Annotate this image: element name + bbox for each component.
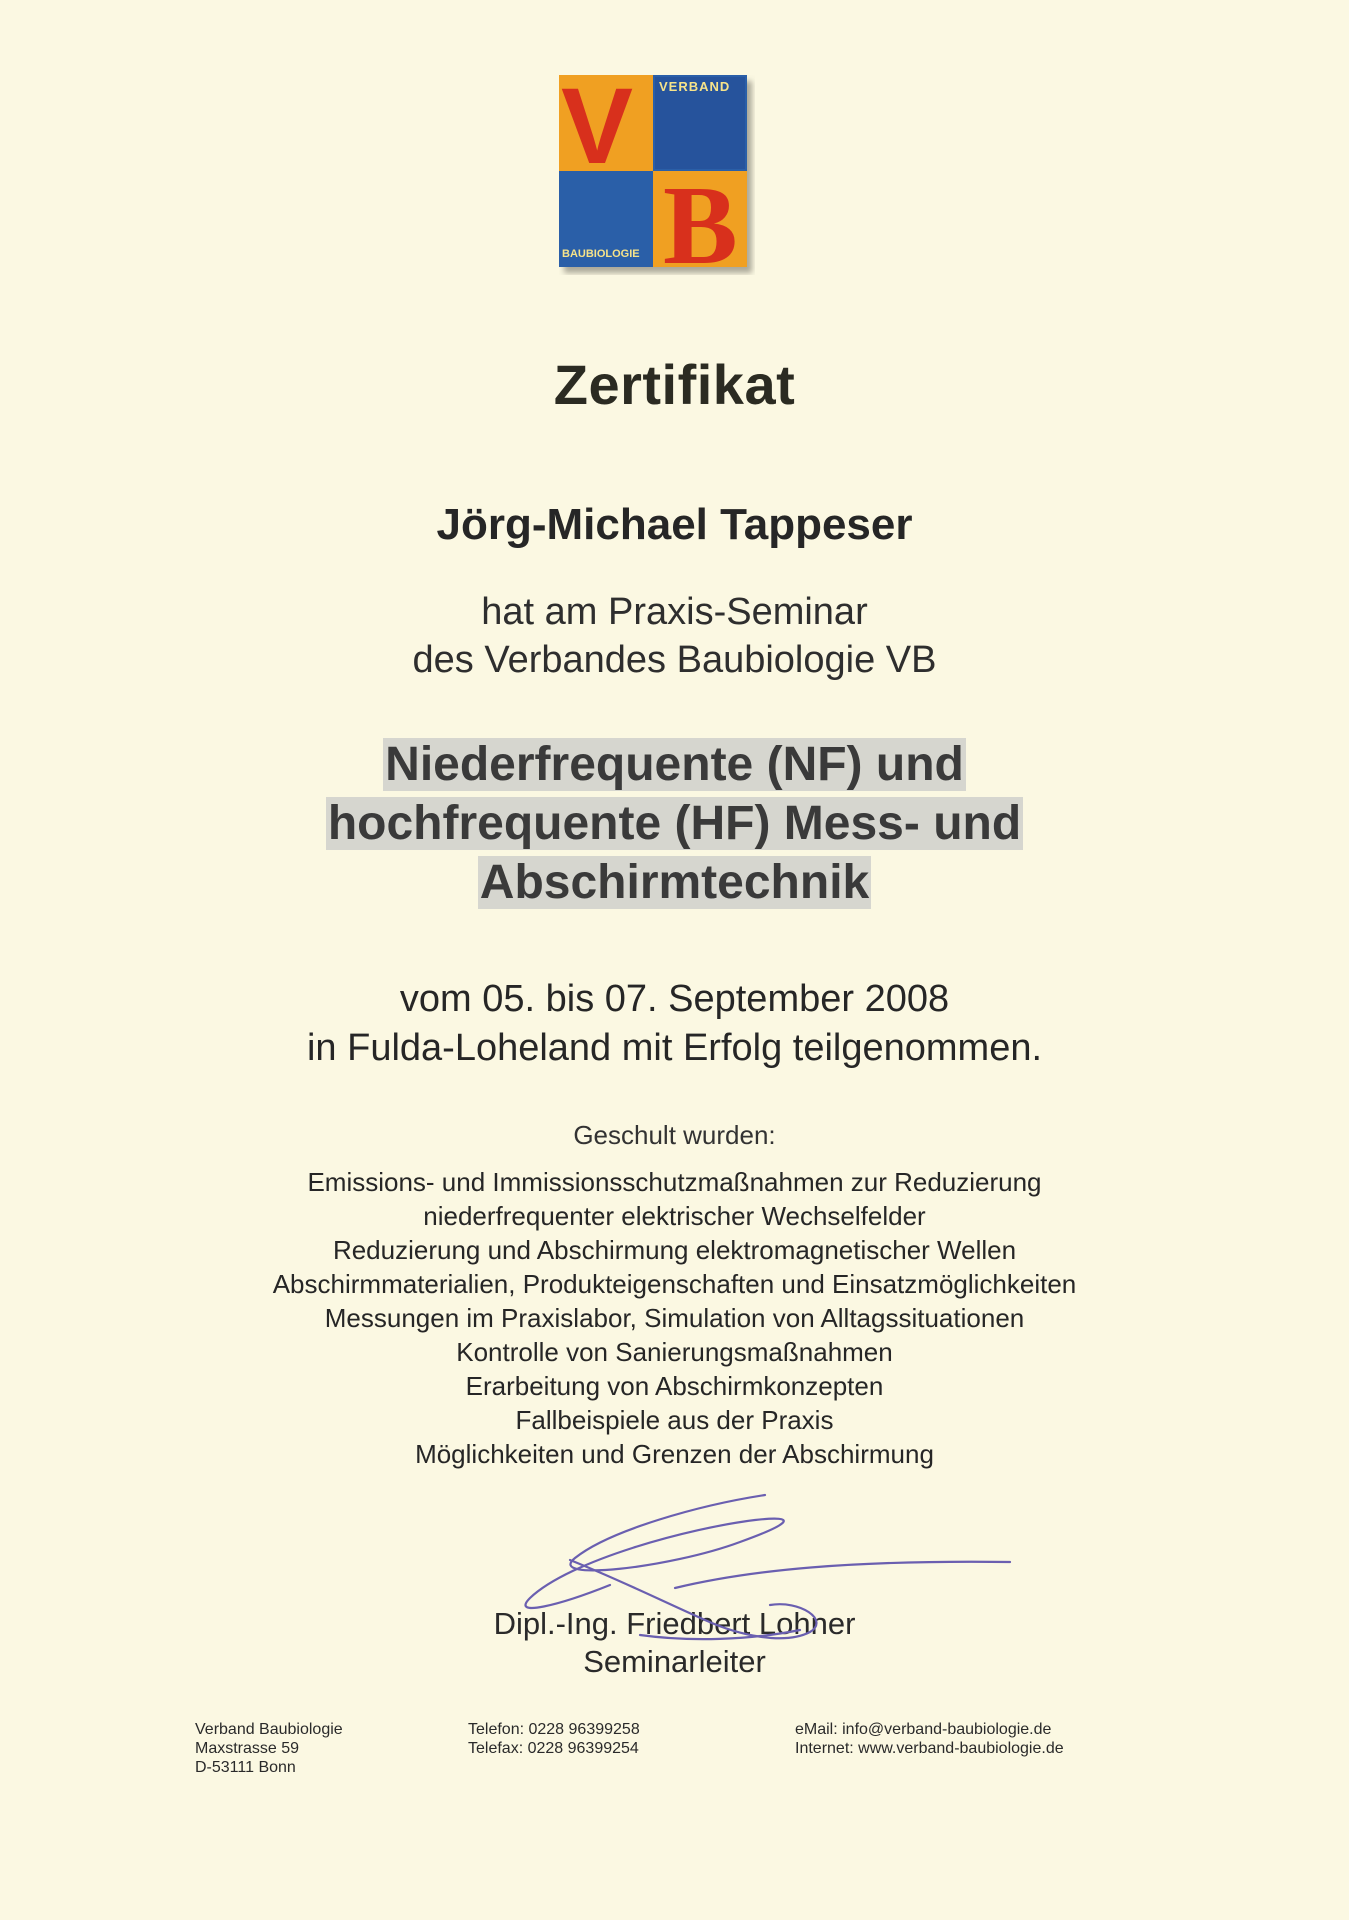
logo-letter-v: V	[561, 75, 634, 186]
intro-line: hat am Praxis-Seminar	[481, 591, 868, 633]
signer-name: Dipl.-Ing. Friedbert Lohner	[493, 1606, 856, 1641]
logo-letter-b: B	[663, 164, 738, 275]
footer-email: eMail: info@verband-baubiologie.de	[795, 1721, 1052, 1738]
topics-list	[0, 1165, 1349, 1471]
footer-phone-line: Telefon: 0228 96399258	[468, 1721, 640, 1738]
footer-fax-line: Telefax: 0228 96399254	[468, 1740, 639, 1757]
footer-address-line: Maxstrasse 59	[195, 1740, 300, 1757]
seminar-title	[0, 735, 1349, 912]
topic-item: Abschirmmaterialien, Produkteigenschaften und Einsatzmöglichkeiten	[272, 1269, 1077, 1299]
topic-item: Erarbeitung von Abschirmkonzepten	[465, 1371, 884, 1401]
footer-address-line: Verband Baubiologie	[195, 1721, 343, 1738]
logo-text-baubiologie: BAUBIOLOGIE	[562, 248, 640, 260]
signature-strokes	[500, 1480, 1020, 1650]
certificate-title: Zertifikat	[553, 353, 796, 416]
footer-address-line: D-53111 Bonn	[195, 1759, 296, 1776]
signer-role: Seminarleiter	[583, 1644, 766, 1679]
intro-text	[0, 588, 1349, 684]
date-line: in Fulda-Loheland mit Erfolg teilgenommen.	[306, 1027, 1043, 1069]
footer-phone	[468, 1720, 640, 1758]
handwritten-signature	[500, 1480, 1020, 1650]
seminar-line: hochfrequente (HF) Mess- und	[327, 797, 1022, 850]
seminar-line: Abschirmtechnik	[479, 856, 870, 909]
topic-item: Möglichkeiten und Grenzen der Abschirmung	[415, 1439, 934, 1469]
date-location	[0, 975, 1349, 1073]
trained-heading: Geschult wurden:	[573, 1120, 776, 1150]
footer-web	[795, 1720, 1064, 1758]
footer-internet: Internet: www.verband-baubiologie.de	[795, 1740, 1064, 1757]
vb-logo	[559, 75, 755, 275]
topic-item: Messungen im Praxislabor, Simulation von Alltagssituationen	[324, 1303, 1025, 1333]
topic-item: Reduzierung und Abschirmung elektromagnetischer Wellen	[332, 1235, 1017, 1265]
date-line: vom 05. bis 07. September 2008	[399, 978, 950, 1020]
topic-item: Emissions- und Immissionsschutzmaßnahmen zur Reduzierung	[307, 1167, 1042, 1197]
logo-text-verband: VERBAND	[659, 79, 731, 94]
vb-logo-graphic	[559, 75, 755, 275]
recipient-name: Jörg-Michael Tappeser	[436, 500, 913, 549]
topic-item: Kontrolle von Sanierungsmaßnahmen	[456, 1337, 893, 1367]
footer-address	[195, 1720, 343, 1777]
seminar-line: Niederfrequente (NF) und	[385, 738, 964, 791]
topic-item: niederfrequenter elektrischer Wechselfelder	[423, 1201, 926, 1231]
intro-line: des Verbandes Baubiologie VB	[412, 639, 937, 681]
topic-item: Fallbeispiele aus der Praxis	[515, 1405, 834, 1435]
